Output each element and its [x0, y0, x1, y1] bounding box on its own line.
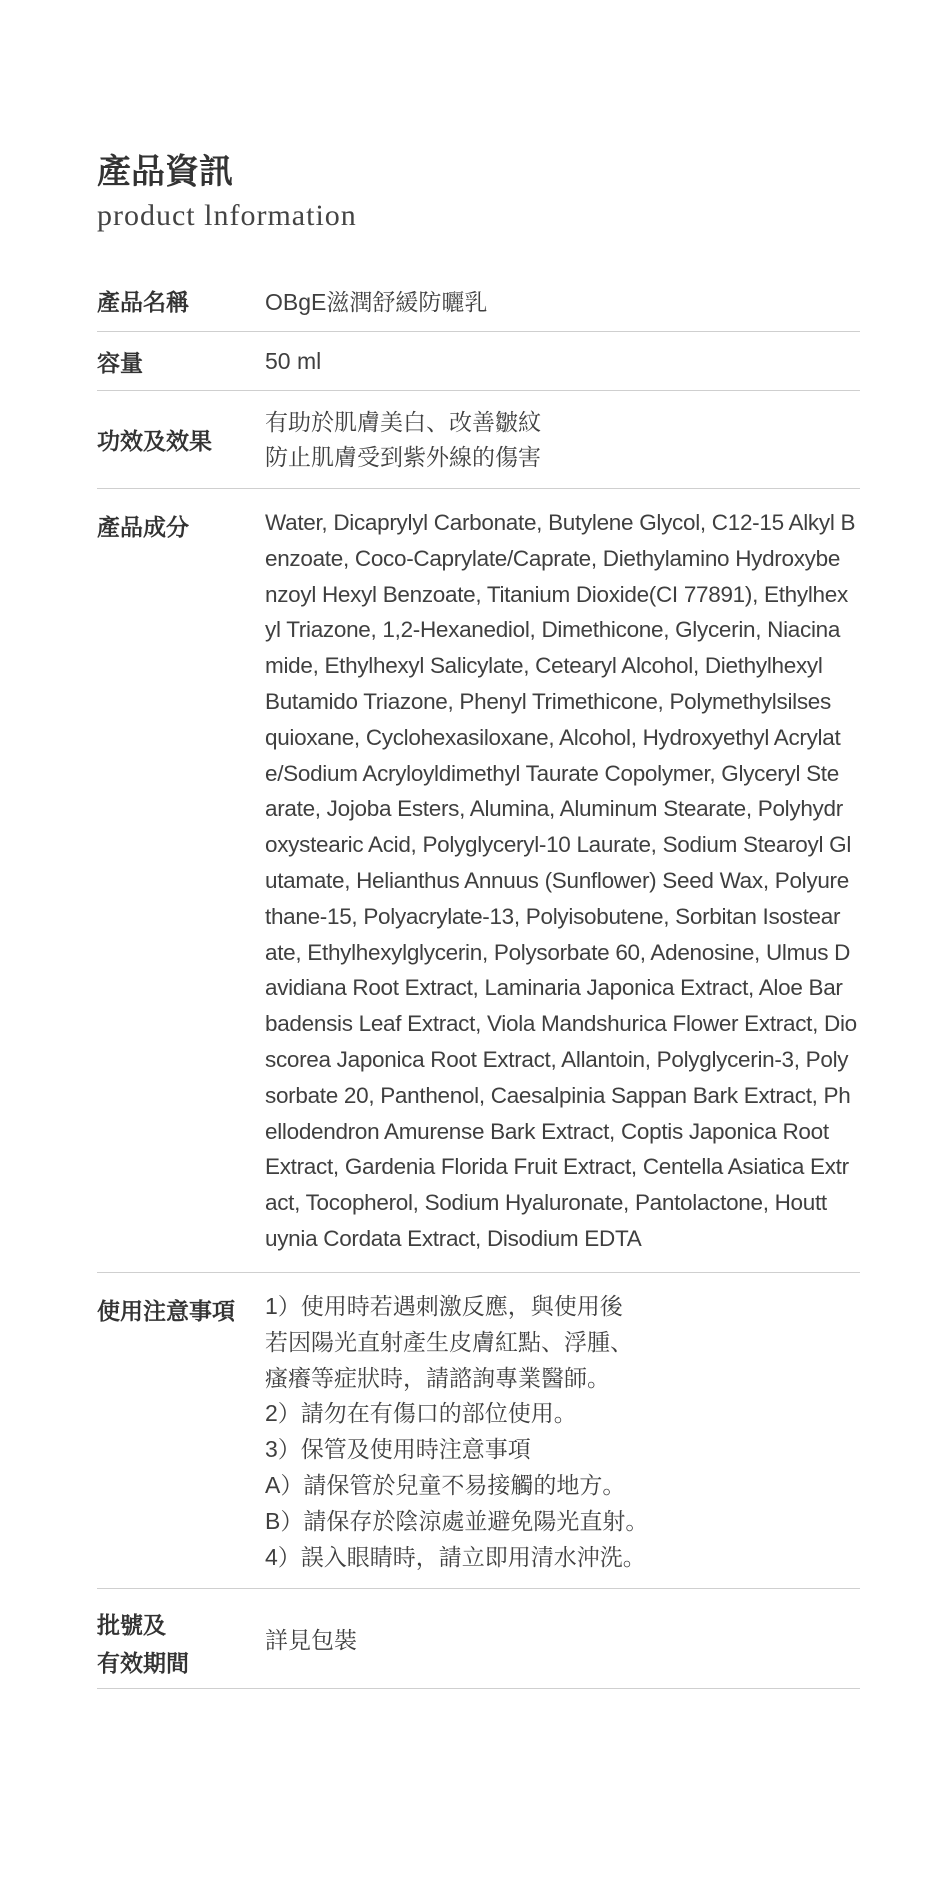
text-line: 防止肌膚受到紫外線的傷害 — [265, 444, 541, 470]
text-line: quioxane, Cyclohexasiloxane, Alcohol, Hydroxyethyl Acrylat — [265, 724, 841, 750]
row-label: 產品成分 — [97, 515, 189, 541]
text-line: 瘙癢等症狀時，請諮詢專業醫師。 — [265, 1364, 610, 1391]
text-line: 3）保管及使用時注意事項 — [265, 1436, 531, 1463]
row-ingredients — [97, 489, 860, 1273]
text-line: 若因陽光直射產生皮膚紅點、浮腫、 — [265, 1328, 633, 1355]
row-label: 產品名稱 — [97, 290, 189, 316]
text-line: act, Tocopherol, Sodium Hyaluronate, Pantolactone, Houtt — [265, 1190, 827, 1216]
row-value: OBgE滋潤舒緩防曬乳 — [265, 289, 488, 315]
text-line: enzoate, Coco-Caprylate/Caprate, Diethylamino Hydroxybe — [265, 545, 841, 571]
text-line: 4）誤入眼睛時，請立即用清水沖洗。 — [265, 1543, 646, 1570]
row-value — [265, 391, 860, 488]
row-label: 功效及效果 — [97, 429, 212, 455]
text-line: uynia Cordata Extract, Disodium EDTA — [265, 1225, 642, 1251]
row-precautions — [97, 1273, 860, 1589]
text-line: Extract, Gardenia Florida Fruit Extract, Centella Asiatica Extr — [265, 1154, 849, 1180]
text-line: ellodendron Amurense Bark Extract, Coptis Japonica Root — [265, 1118, 829, 1144]
row-label: 容量 — [97, 350, 143, 377]
row-batch-expiry — [97, 1589, 860, 1689]
row-value: 詳見包裝 — [265, 1627, 357, 1653]
text-line: sorbate 20, Panthenol, Caesalpinia Sappan Bark Extract, Ph — [265, 1082, 851, 1108]
row-capacity — [97, 332, 860, 391]
text-line: arate, Jojoba Esters, Alumina, Aluminum Stearate, Polyhydr — [265, 796, 843, 822]
row-effect — [97, 391, 860, 489]
text-line: Water, Dicaprylyl Carbonate, Butylene Glycol, C12-15 Alkyl B — [265, 510, 856, 535]
text-line: utamate, Helianthus Annuus (Sunflower) Seed Wax, Polyure — [265, 867, 849, 893]
text-line: A）請保管於兒童不易接觸的地方。 — [265, 1471, 626, 1498]
text-line: 2）請勿在有傷口的部位使用。 — [265, 1400, 577, 1427]
product-info-table — [97, 270, 860, 1689]
row-product-name — [97, 270, 860, 332]
label-line: 有效期間 — [97, 1651, 189, 1677]
text-line: 1）使用時若遇刺激反應，與使用後 — [265, 1293, 623, 1319]
text-line: ate, Ethylhexylglycerin, Polysorbate 60, Adenosine, Ulmus D — [265, 939, 851, 965]
precautions-text — [265, 1273, 860, 1588]
text-line: oxystearic Acid, Polyglyceryl-10 Laurate, Sodium Stearoyl Gl — [265, 832, 852, 858]
text-line: 有助於肌膚美白、改善皺紋 — [265, 409, 541, 435]
text-line: Butamido Triazone, Phenyl Trimethicone, Polymethylsilses — [265, 688, 831, 714]
ingredients-text — [265, 489, 860, 1272]
text-line: nzoyl Hexyl Benzoate, Titanium Dioxide(CI 77891), Ethylhex — [265, 581, 848, 607]
text-line: e/Sodium Acryloyldimethyl Taurate Copolymer, Glyceryl Ste — [265, 760, 839, 786]
section-heading — [97, 154, 357, 233]
text-line: avidiana Root Extract, Laminaria Japonica Extract, Aloe Bar — [265, 975, 843, 1001]
text-line: scorea Japonica Root Extract, Allantoin, Polyglycerin-3, Poly — [265, 1046, 849, 1072]
label-line: 批號及 — [97, 1613, 166, 1639]
text-line: yl Triazone, 1,2-Hexanediol, Dimethicone, Glycerin, Niacina — [265, 617, 841, 643]
page-subtitle: product lnformation — [97, 199, 357, 233]
text-line: badensis Leaf Extract, Viola Mandshurica Flower Extract, Dio — [265, 1011, 857, 1037]
row-label: 使用注意事項 — [97, 1299, 235, 1325]
text-line: mide, Ethylhexyl Salicylate, Cetearyl Alcohol, Diethylhexyl — [265, 653, 823, 679]
text-line: thane-15, Polyacrylate-13, Polyisobutene, Sorbitan Isostear — [265, 903, 841, 929]
text-line: B）請保存於陰涼處並避免陽光直射。 — [265, 1507, 649, 1534]
row-label — [97, 1589, 265, 1688]
page-title: 產品資訊 — [97, 152, 233, 192]
row-value: 50 ml — [265, 347, 322, 374]
